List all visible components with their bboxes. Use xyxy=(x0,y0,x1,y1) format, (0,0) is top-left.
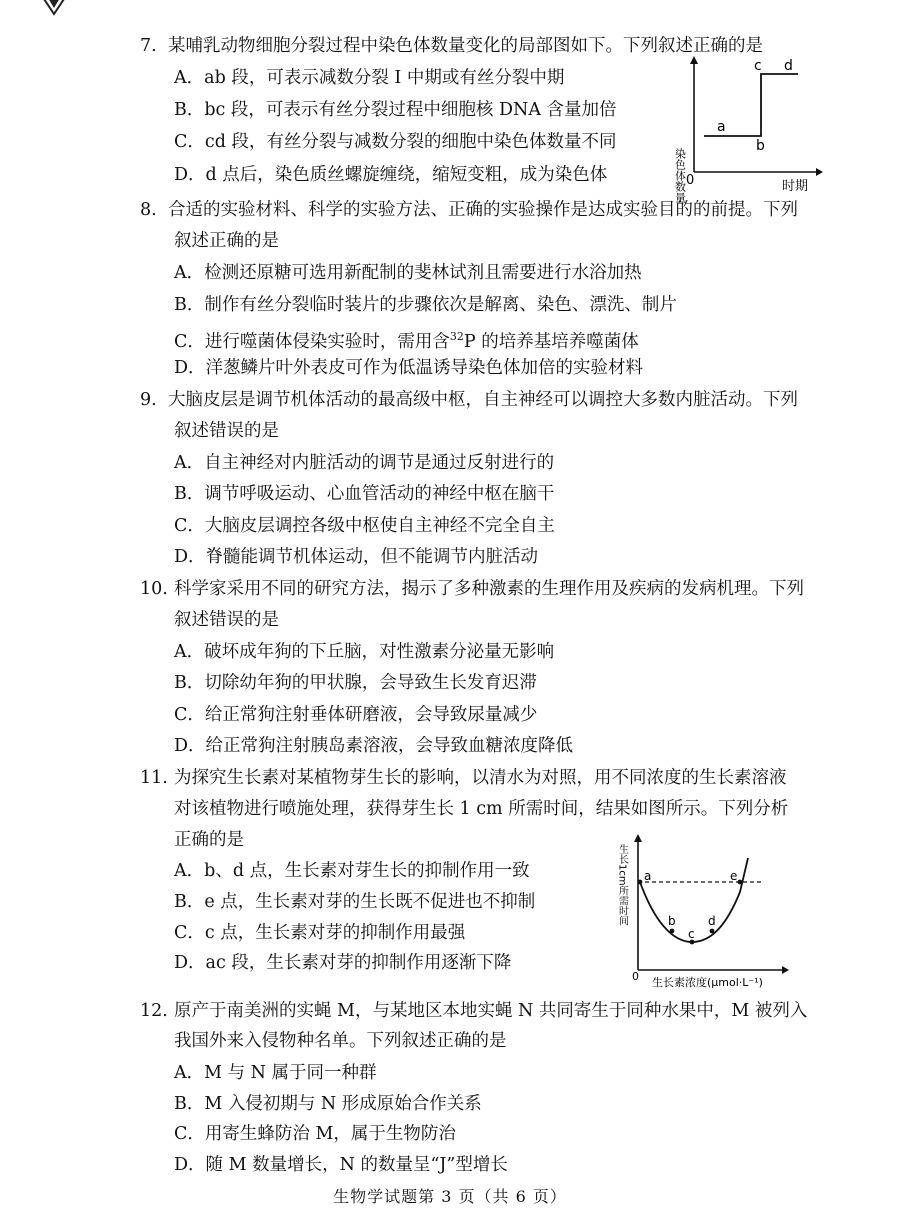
corner-mark-icon xyxy=(40,0,70,18)
option-d: D．脊髓能调节机体运动，但不能调节内脏活动 xyxy=(174,547,539,567)
option-c: C．cd 段，有丝分裂与减数分裂的细胞中染色体数量不同 xyxy=(174,132,617,152)
point-d-label: d xyxy=(784,58,793,74)
option-d: D．给正常狗注射胰岛素溶液，会导致血糖浓度降低 xyxy=(174,736,574,756)
point-d-label: d xyxy=(708,914,716,928)
point-b-label: b xyxy=(756,138,765,154)
point-c-label: c xyxy=(754,58,762,74)
page-footer: 生物学试题第 3 页（共 6 页） xyxy=(333,1187,567,1206)
option-c xyxy=(174,325,639,354)
option-b: B．bc 段，可表示有丝分裂过程中细胞核 DNA 含量加倍 xyxy=(174,100,617,120)
option-d: D．随 M 数量增长，N 的数量呈“J”型增长 xyxy=(174,1155,508,1175)
question-number: 11. xyxy=(140,768,168,788)
option-c: C．大脑皮层调控各级中枢使自主神经不完全自主 xyxy=(174,516,555,536)
option-c-tail: P 的培养基培养噬菌体 xyxy=(463,331,639,352)
option-a: A．b、d 点，生长素对芽生长的抑制作用一致 xyxy=(174,861,530,881)
option-b: B．制作有丝分裂临时装片的步骤依次是解离、染色、漂洗、制片 xyxy=(174,295,677,315)
point-a-label: a xyxy=(717,119,726,135)
point-e-label: e xyxy=(730,869,738,883)
option-c: C．c 点，生长素对芽的抑制作用最强 xyxy=(174,923,466,943)
option-b: B．调节呼吸运动、心血管活动的神经中枢在脑干 xyxy=(174,484,555,504)
question-number: 9. xyxy=(140,390,157,410)
option-d: D．ac 段，生长素对芽的抑制作用逐渐下降 xyxy=(174,953,512,973)
point-a-label: a xyxy=(644,869,652,883)
y-axis-label: 生长1cm所需时间 xyxy=(616,844,628,926)
option-a: A．破坏成年狗的下丘脑，对性激素分泌量无影响 xyxy=(174,642,555,662)
question-stem-cont: 我国外来入侵物种名单。下列叙述正确的是 xyxy=(174,1031,507,1051)
option-b: B．切除幼年狗的甲状腺，会导致生长发育迟滞 xyxy=(174,673,537,693)
option-a: A．检测还原糖可选用新配制的斐林试剂且需要进行水浴加热 xyxy=(174,263,642,283)
point-c-label: c xyxy=(688,927,695,941)
chromosome-number-figure xyxy=(673,56,826,203)
isotope-superscript: 32 xyxy=(449,330,464,343)
question-number: 8. xyxy=(140,200,157,220)
option-c: C．给正常狗注射垂体研磨液，会导致尿量减少 xyxy=(174,705,538,725)
option-d: D．洋葱鳞片叶外表皮可作为低温诱导染色体加倍的实验材料 xyxy=(174,358,644,378)
origin-label: 0 xyxy=(632,970,639,983)
question-number: 12. xyxy=(140,1001,168,1021)
option-a: A．ab 段，可表示减数分裂 I 中期或有丝分裂中期 xyxy=(174,68,565,88)
origin-label: 0 xyxy=(686,173,695,188)
option-c: C．用寄生蜂防治 M，属于生物防治 xyxy=(174,1124,456,1144)
question-stem: 大脑皮层是调节机体活动的最高级中枢，自主神经可以调控大多数内脏活动。下列 xyxy=(168,390,798,410)
question-stem-cont: 对该植物进行喷施处理，获得芽生长 1 cm 所需时间，结果如图所示。下列分析 xyxy=(174,799,789,819)
point-b-label: b xyxy=(668,914,676,928)
x-axis-label: 生长素浓度(μmol·L⁻¹) xyxy=(652,976,763,989)
question-stem-cont: 叙述错误的是 xyxy=(174,610,279,630)
question-stem: 科学家采用不同的研究方法，揭示了多种激素的生理作用及疾病的发病机理。下列 xyxy=(174,579,804,599)
question-stem-cont: 叙述错误的是 xyxy=(174,421,279,441)
option-c-text: C．进行噬菌体侵染实验时，需用含 xyxy=(174,331,450,352)
question-number: 10. xyxy=(140,579,168,599)
x-axis-label: 时期 xyxy=(782,179,809,194)
growth-time-figure xyxy=(612,834,792,994)
question-stem: 原产于南美洲的实蝇 M，与某地区本地实蝇 N 共同寄生于同种水果中，M 被列入 xyxy=(174,1001,808,1021)
question-stem: 某哺乳动物细胞分裂过程中染色体数量变化的局部图如下。下列叙述正确的是 xyxy=(168,36,763,56)
question-stem-cont: 叙述正确的是 xyxy=(174,231,279,251)
question-stem-cont: 正确的是 xyxy=(174,830,244,850)
option-a: A．自主神经对内脏活动的调节是通过反射进行的 xyxy=(174,453,555,473)
question-number: 7. xyxy=(140,36,157,56)
question-stem: 合适的实验材料、科学的实验方法、正确的实验操作是达成实验目的的前提。下列 xyxy=(168,200,798,220)
option-a: A．M 与 N 属于同一种群 xyxy=(174,1063,377,1083)
question-stem: 为探究生长素对某植物芽生长的影响，以清水为对照，用不同浓度的生长素溶液 xyxy=(174,768,787,788)
y-axis-label: 染色体数量 xyxy=(673,148,687,203)
option-b: B．M 入侵初期与 N 形成原始合作关系 xyxy=(174,1094,482,1114)
option-b: B．e 点，生长素对芽的生长既不促进也不抑制 xyxy=(174,892,536,912)
option-d: D．d 点后，染色质丝螺旋缠绕，缩短变粗，成为染色体 xyxy=(174,165,608,185)
